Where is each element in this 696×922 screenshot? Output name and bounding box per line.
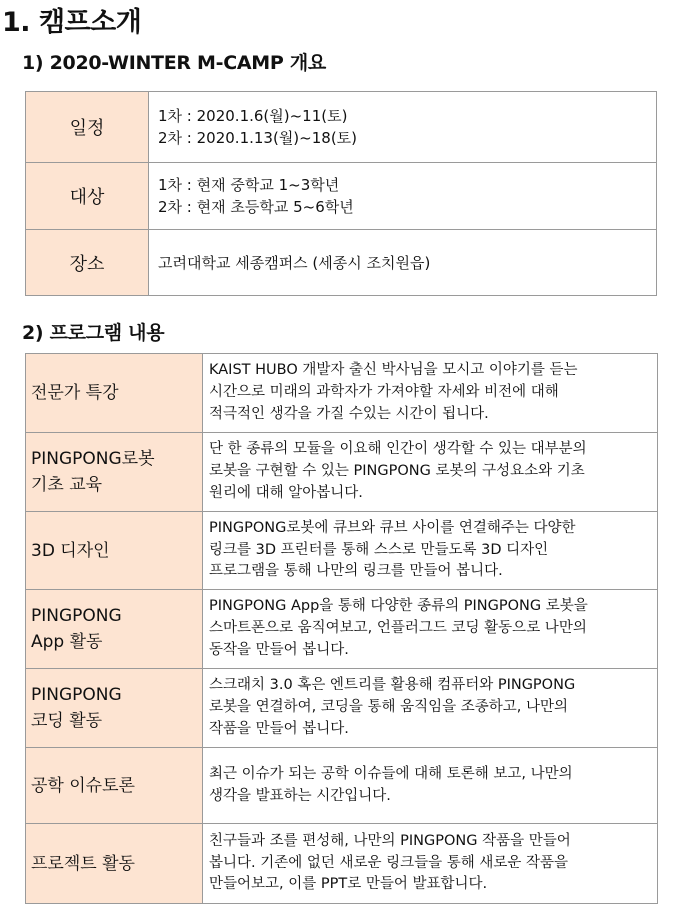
row-value: 1차 : 현재 중학교 1~3학년 2차 : 현재 초등학교 5~6학년 (149, 163, 657, 230)
program-table (25, 353, 658, 904)
row-label: PINGPONG 코딩 활동 (26, 669, 203, 748)
table-row (26, 512, 658, 590)
row-value: PINGPONG App을 통해 다양한 종류의 PINGPONG 로봇을 스마트폰으로 움직여보고, 언플러그드 코딩 활동으로 나만의 동작을 만들어 봅니다. (203, 590, 658, 669)
row-label: 장소 (26, 230, 149, 296)
table-row (26, 230, 657, 296)
table-row (26, 163, 657, 230)
table-row (26, 669, 658, 748)
overview-table (25, 91, 657, 296)
row-label: 프로젝트 활동 (26, 824, 203, 904)
row-label: 공학 이슈토론 (26, 748, 203, 824)
table-row (26, 92, 657, 163)
table-row (26, 590, 658, 669)
section-title-overview: 1) 2020-WINTER M-CAMP 개요 (22, 52, 326, 74)
row-label: 전문가 특강 (26, 354, 203, 433)
page-heading: 1. 캠프소개 (2, 7, 142, 38)
row-value: KAIST HUBO 개발자 출신 박사님을 모시고 이야기를 듣는 시간으로 미래의 과학자가 가져야할 자세와 비전에 대해 적극적인 생각을 가질 수있는 시간이 됩니다. (203, 354, 658, 433)
table-row (26, 824, 658, 904)
row-label: 일정 (26, 92, 149, 163)
row-label: PINGPONG로봇 기초 교육 (26, 433, 203, 512)
row-label: PINGPONG App 활동 (26, 590, 203, 669)
table-row (26, 748, 658, 824)
row-value: 1차 : 2020.1.6(월)~11(토) 2차 : 2020.1.13(월)~18(토) (149, 92, 657, 163)
section-title-program: 2) 프로그램 내용 (22, 322, 165, 344)
row-value: 단 한 종류의 모듈을 이요해 인간이 생각할 수 있는 대부분의 로봇을 구현할 수 있는 PINGPONG 로봇의 구성요소와 기초 원리에 대해 알아봅니다. (203, 433, 658, 512)
row-value: 고려대학교 세종캠퍼스 (세종시 조치원읍) (149, 230, 657, 296)
table-row (26, 433, 658, 512)
row-value: PINGPONG로봇에 큐브와 큐브 사이를 연결해주는 다양한 링크를 3D 프린터를 통해 스스로 만들도록 3D 디자인 프로그램을 통해 나만의 링크를 만들어 봅니다. (203, 512, 658, 590)
table-row (26, 354, 658, 433)
row-label: 대상 (26, 163, 149, 230)
row-value: 스크래치 3.0 혹은 엔트리를 활용해 컴퓨터와 PINGPONG 로봇을 연결하여, 코딩을 통해 움직임을 조종하고, 나만의 작품을 만들어 봅니다. (203, 669, 658, 748)
row-value: 친구들과 조를 편성해, 나만의 PINGPONG 작품을 만들어 봅니다. 기존에 없던 새로운 링크들을 통해 새로운 작품을 만들어보고, 이를 PPT로 만들어 발표합니다. (203, 824, 658, 904)
row-value: 최근 이슈가 되는 공학 이슈들에 대해 토론해 보고, 나만의 생각을 발표하는 시간입니다. (203, 748, 658, 824)
row-label: 3D 디자인 (26, 512, 203, 590)
